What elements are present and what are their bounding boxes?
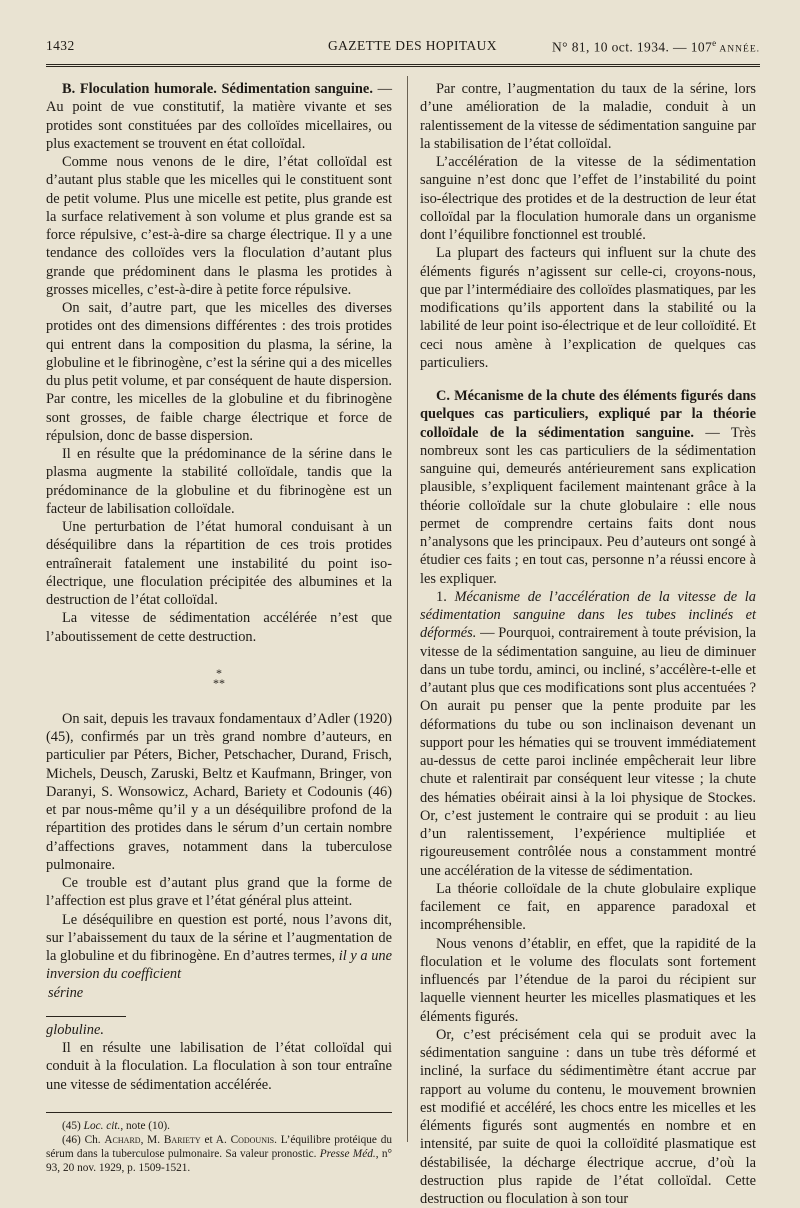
subsection-1-heading: Mécanisme de l’accélération de la vitesse de la sédimentation sanguine dans les tubes inclinés et déformés. — [420, 588, 756, 642]
paragraph: Or, c’est précisément cela qui se produit avec la sédimentation sanguine : dans un tube très déformé et incliné, la surface du sédimentimètre étant accrue par rapport au volume du contenu, le mouvement brownien est modifié et accéléré, les chocs entre les micelles et les éléments figurés sont augmentés en nombre et en intensité, par suite de quoi la colloïdité plasmatique est déstabilisée, la décharge électrique accrue, d’où la destruction plus rapide de l’état colloïdal. Cette destruction ou floculation à son tour — [420, 1026, 756, 1207]
paragraph: L’accélération de la vitesse de la sédimentation sanguine n’est donc que l’effet de l’instabilité du point iso-électrique des protides et de la destruction de leur état colloïdal par la floculation humorale dans un organisme dont l’équilibre fonctionnel est troublé. — [420, 154, 756, 243]
paragraph: On sait, d’autre part, que les micelles des diverses protides ont des dimensions différentes : des trois protides qui entrent dans la composition du plasma, la sérine, la globuline et le fibrinogène, c’est la sérine qui a des micelles du plus petit volume, et par conséquent de haute dispersion. Par contre, les micelles de la globuline et du fibrinogène sont grosses, de faible charge électrique et force de répulsion, donc de basse dispersion. — [46, 300, 392, 444]
issue-info: N° 81, 10 oct. 1934. — 107e ANNÉE. — [552, 38, 760, 55]
paragraph: On sait, depuis les travaux fondamentaux d’Adler (1920) (45), confirmés par un très grand nombre d’auteurs, en particulier par Péters, Bicher, Petschacher, Durand, Frisch, Michels, Deusch, Zaruski, Beltz et Kaufmann, Bringer, von Daranyi, S. Wonsowicz, Achard, Bariety et Codounis (46) et par nous-même qu’il y a un déséquilibre profond de la répartition des protides dans le sérum d’un certain nombre d’affections graves, notamment dans la tuberculose pulmonaire. — [46, 710, 392, 873]
paragraph: Le déséquilibre en question est porté, nous l’avons dit, sur l’abaissement du taux de la sérine et l’augmentation de la globuline et du fibrinogène. En d’autres termes, il y a une inversion du coefficient — [46, 911, 392, 983]
paragraph: Il en résulte une labilisation de l’état colloïdal qui conduit à la floculation. La floculation à son tour entraîne une vitesse de sédimentation accélérée. — [46, 1040, 392, 1093]
section-c-intro: C. Mécanisme de la chute des éléments figurés dans quelques cas particuliers, expliqué par la théorie colloïdale de la sédimentation sanguine. — Très nombreux sont les cas particuliers de la sédimentation sanguine qui, demeurés antérieurement sans explication plausible, s’expliquent facilement maintenant grâce à la théorie colloïdale sur la chute globulaire : elle nous permet de comprendre certains faits dont nous n’analysons que les principaux. Peu d’auteurs ont songé à étudier ces faits ; en tout cas, personne n’a réussi encore à les expliquer. — [420, 388, 756, 587]
section-b-heading: B. Floculation humorale. Sédimentation sanguine. — [62, 81, 373, 97]
paragraph: Comme nous venons de le dire, l’état colloïdal est d’autant plus stable que les micelles qui le constituent sont de petit volume. Plus une micelle est petite, plus grande est la surface relativement à son volume et plus grande est sa force répulsive, c’est-à-dire sa charge électrique. Il y a une tendance des colloïdes vers la floculation d’autant plus grande que prédominent dans le plasma les protides à grosses micelles, c’est-à-dire à petite force répulsive. — [46, 154, 392, 298]
left-column — [46, 80, 392, 1175]
right-column — [420, 80, 756, 1208]
fraction-numerator: sérine — [48, 984, 84, 1001]
footnote-45: (45) Loc. cit., note (10). — [62, 1119, 170, 1132]
footnote-rule — [46, 1112, 392, 1113]
header-rule — [46, 64, 760, 70]
fraction-denominator: globuline. — [46, 1021, 104, 1038]
paragraph: La théorie colloïdale de la chute globulaire explique facilement ce fait, en apparence paradoxal et incompréhensible. — [420, 880, 756, 934]
paragraph: Par contre, l’augmentation du taux de la sérine, lors d’une amélioration de la maladie, conduit à un ralentissement de la vitesse de sédimentation sanguine par la stabilisation de l’état colloïdal. — [420, 81, 756, 152]
fraction-bar — [46, 1016, 126, 1017]
paragraph: Il en résulte que la prédominance de la sérine dans le plasma augmente la stabilité colloïdale, tandis que la prédominance de la globuline et du fibrinogène est un facteur de labilisation colloïdale. — [46, 446, 392, 517]
paragraph: Ce trouble est d’autant plus grand que la forme de l’affection est plus grave et l’état général plus atteint. — [46, 875, 392, 910]
paragraph: Une perturbation de l’état humoral conduisant à un déséquilibre dans la répartition de ces trois protides entraînerait fatalement une instabilité du point iso-électrique, une floculation précipitée des albumines et la destruction de l’état colloïdal. — [46, 519, 392, 608]
subsection-1: 1. Mécanisme de l’accélération de la vitesse de la sédimentation sanguine dans les tubes inclinés et déformés. — Pourquoi, contrairement à toute prévision, la vitesse de la sédimentation sanguine, au lieu de diminuer dans un tube tordu, aminci, ou incliné, s’accélère-t-elle et d’autant plus que ces modifications sont plus accentuées ? On aurait pu penser que la pente produite par les déformations du tube ou son inclinaison devenant un support pour les hématies qui se trouvent immédiatement au-dessus de cette paroi inclinée empêcherait leur libre chute et ralentirait par conséquent leur vitesse ; la chute des hématies obéirait ainsi à la loi physique de Stockes. Or, c’est justement le contraire qui se produit : au lieu d’un ralentissement, l’expérience multipliée et rigoureusement contrôlée nous a constamment montré une accélération de la vitesse de sédimentation. — [420, 588, 756, 879]
paragraph: La plupart des facteurs qui influent sur la chute des éléments figurés n’agissent sur celle-ci, croyons-nous, que par l’intermédiaire des colloïdes plasmatiques, par les modifications qu’ils apportent dans la stabilité ou la labilité de leur point iso-électrique et de leur colloïdité. Et ceci nous amène à l’explication de quelques cas particuliers. — [420, 245, 756, 371]
page-number: 1432 — [46, 38, 75, 53]
column-divider — [407, 76, 408, 1142]
footnote-46: (46) Ch. Achard, M. Bariety et A. Codounis. L’équilibre protéique du sérum dans la tuberculose pulmonaire. Sa valeur pronostic. Presse Méd., n° 93, 20 nov. 1929, p. 1509-1521. — [46, 1133, 393, 1174]
paragraph: La vitesse de sédimentation accélérée n’est que l’aboutissement de cette destruction. — [46, 610, 392, 645]
running-header — [46, 38, 760, 60]
section-b-intro: B. Floculation humorale. Sédimentation sanguine. — Au point de vue constitutif, la matière vivante et ses protides sont constituées par des colloïdes micellaires, ou plus exactement se trouvent en état colloïdal. — [46, 81, 392, 152]
journal-title: GAZETTE DES HOPITAUX — [328, 38, 497, 53]
section-c-heading: C. Mécanisme de la chute des éléments figurés dans quelques cas particuliers, expliqué par la théorie colloïdale de la sédimentation sanguine. — [420, 388, 756, 441]
paragraph: Nous venons d’établir, en effet, que la rapidité de la floculation et le volume des floculats sont fortement influencés par l’étendue de la paroi du récipient sur laquelle viennent heurter les micelles plasmatiques et les éléments figurés. — [420, 935, 756, 1025]
section-break-asterism: * ** — [213, 665, 225, 690]
